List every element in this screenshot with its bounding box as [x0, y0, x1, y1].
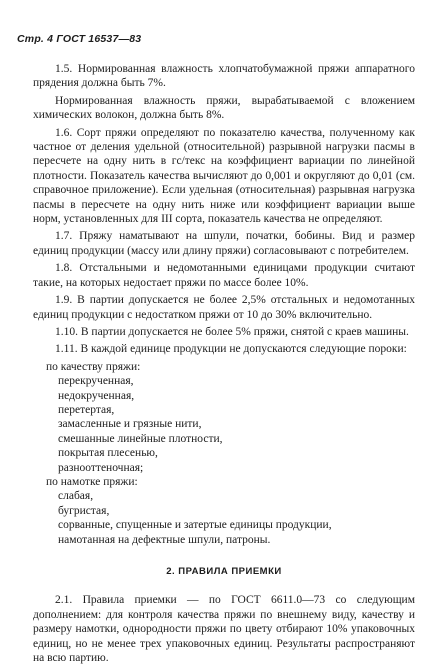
paragraph-1-8: 1.8. Отстальными и недомотанными единицами продукции считают такие, на которых недостает пряжи по массе более 10%.	[33, 262, 415, 289]
paragraph-1-10: 1.10. В партии допускается не более 5% пряжи, снятой с краев машины.	[55, 325, 409, 338]
page-header: Стр. 4 ГОСТ 16537—83	[17, 33, 142, 45]
paragraph-1-7: 1.7. Пряжу наматывают на шпули, початки, бобины. Вид и размер единиц продукции (массу или длину пряжи) согласовывают с потребителем.	[33, 230, 415, 257]
paragraph-1-5-cont: Нормированная влажность пряжи, вырабатываемой с вложением химических волокон, должна быть 8%.	[33, 94, 415, 122]
list-item: по намотке пряжи:	[46, 475, 138, 488]
list-item: сорванные, спущенные и затертые единицы продукции,	[58, 519, 332, 532]
list-item: бугристая,	[58, 504, 110, 517]
paragraph-1-5: 1.5. Нормированная влажность хлопчатобумажной пряжи аппаратного прядения должна быть 7%.	[33, 63, 415, 90]
list-item: смешанные линейные плотности,	[58, 432, 223, 445]
list-item: недокрученная,	[58, 389, 135, 402]
list-item: покрытая плесенью,	[58, 447, 158, 460]
list-item: разнооттеночная;	[58, 461, 144, 474]
list-item: замасленные и грязные нити,	[58, 418, 202, 431]
paragraph-1-9: 1.9. В партии допускается не более 2,5% отстальных и недомотанных единиц продукции с недостатком пряжи от 10 до 30% включительно.	[33, 294, 415, 321]
list-item: по качеству пряжи:	[46, 360, 141, 373]
paragraph-2-1: 2.1. Правила приемки — по ГОСТ 6611.0—73 со следующим дополнением: для контроля качества пряжи по внешнему виду, качеству и размеру намотки, однородности пряжи по цвету отбирают 10% упаковочных единиц, но не менее трех упаковочных единиц. Результаты распространяют на всю партию.	[33, 594, 415, 665]
paragraph-1-11: 1.11. В каждой единице продукции не допускаются следующие пороки:	[55, 343, 407, 356]
list-item: намотанная на дефектные шпули, патроны.	[58, 533, 271, 546]
defects-list	[46, 360, 415, 547]
document-body	[33, 62, 415, 668]
list-item: слабая,	[58, 490, 94, 503]
section-title: 2. ПРАВИЛА ПРИЕМКИ	[166, 566, 282, 577]
list-item: перетертая,	[58, 403, 115, 416]
list-item: перекрученная,	[58, 375, 134, 388]
paragraph-1-6: 1.6. Сорт пряжи определяют по показателю качества, полученному как частное от деления удельной (относительной) разрывной нагрузки пасмы в пересчете на одну нить в гс/текс на коэффициент вариации по линейной плотности. Показатель качества вычисляют до 0,001 и округляют до 0,01 (см. справочное приложение). Если удельная (относительная) разрывная нагрузка пасмы в пересчете на одну нить ниже или коэффициент вариации выше норм, установленных для III сорта, показатель качества не определяют.	[33, 126, 415, 226]
